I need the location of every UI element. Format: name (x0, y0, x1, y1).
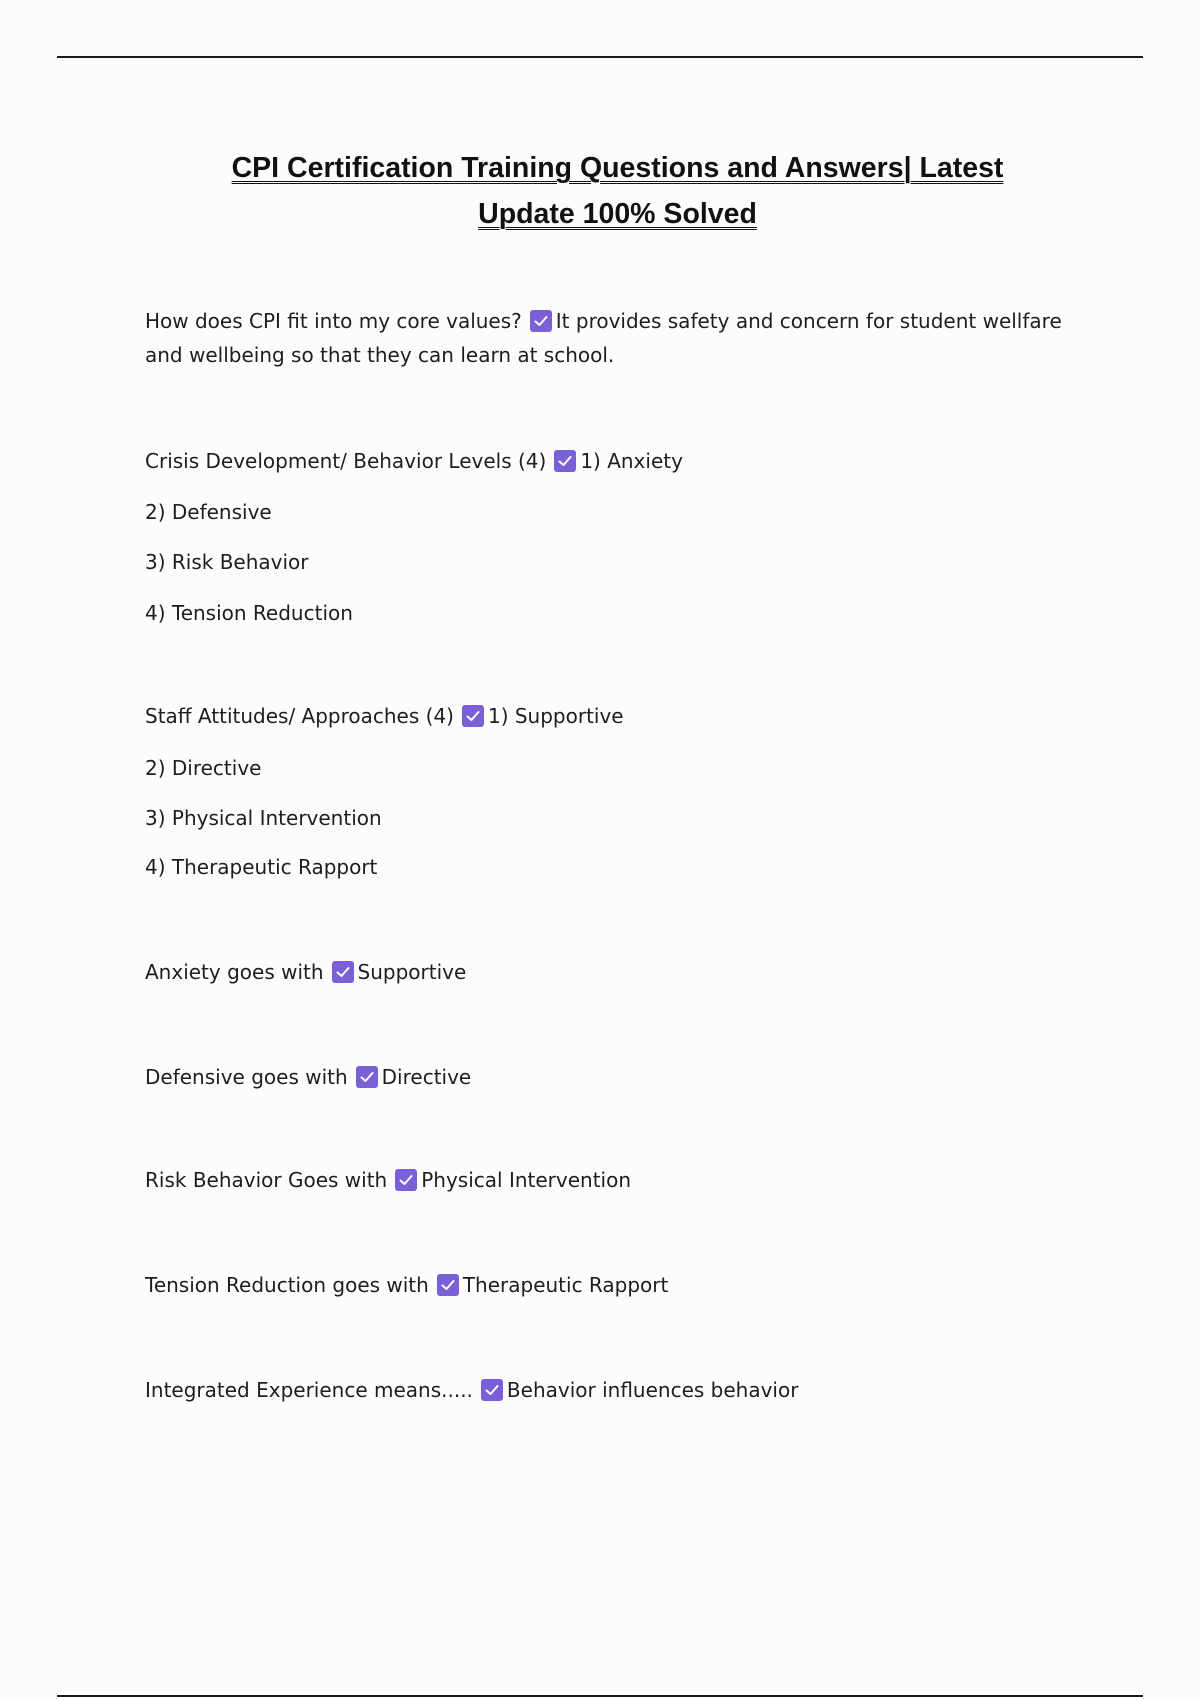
checkbox-checked-icon (332, 961, 354, 983)
answer-text: Therapeutic Rapport (462, 1273, 669, 1297)
question-text: Tension Reduction goes with (145, 1273, 429, 1297)
checkbox-checked-icon (395, 1169, 417, 1191)
qa-item (145, 304, 1105, 372)
checkbox-checked-icon (462, 705, 484, 727)
question-text: Crisis Development/ Behavior Levels (4) (145, 449, 547, 473)
checkbox-checked-icon (356, 1066, 378, 1088)
answer-text: Behavior influences behavior (506, 1378, 799, 1402)
answer-text: Physical Intervention (421, 1168, 632, 1192)
question-text: Staff Attitudes/ Approaches (4) (145, 704, 454, 728)
qa-item (145, 955, 466, 989)
answer-text: Directive (381, 1065, 472, 1089)
document-title (120, 145, 1115, 237)
checkbox-checked-icon (481, 1379, 503, 1401)
qa-item (145, 699, 624, 733)
answer-text: 1) Anxiety (580, 449, 683, 473)
answer-text: Supportive (357, 960, 467, 984)
list-item: 3) Risk Behavior (145, 550, 309, 574)
qa-item (145, 1060, 471, 1094)
checkbox-checked-icon (554, 450, 576, 472)
checkbox-checked-icon (530, 310, 552, 332)
title-line-1: CPI Certification Training Questions and Answers| Latest (231, 152, 1004, 184)
question-text: Risk Behavior Goes with (145, 1168, 388, 1192)
list-item: 3) Physical Intervention (145, 806, 382, 830)
list-item: 2) Directive (145, 756, 262, 780)
qa-item (145, 1163, 631, 1197)
qa-item (145, 1268, 668, 1302)
qa-item (145, 1373, 798, 1407)
question-text: Integrated Experience means..... (145, 1378, 473, 1402)
answer-text: 1) Supportive (487, 704, 624, 728)
top-divider (57, 56, 1143, 58)
title-line-2: Update 100% Solved (478, 198, 757, 230)
list-item: 4) Therapeutic Rapport (145, 855, 378, 879)
question-text: Anxiety goes with (145, 960, 324, 984)
checkbox-checked-icon (437, 1274, 459, 1296)
answer-text: It provides safety and concern for student wellfare and wellbeing so that they can learn at school. (145, 309, 1062, 367)
question-text: Defensive goes with (145, 1065, 348, 1089)
list-item: 4) Tension Reduction (145, 601, 353, 625)
question-text: How does CPI fit into my core values? (145, 309, 522, 333)
bottom-divider (57, 1695, 1143, 1697)
qa-item (145, 444, 683, 478)
list-item: 2) Defensive (145, 500, 272, 524)
